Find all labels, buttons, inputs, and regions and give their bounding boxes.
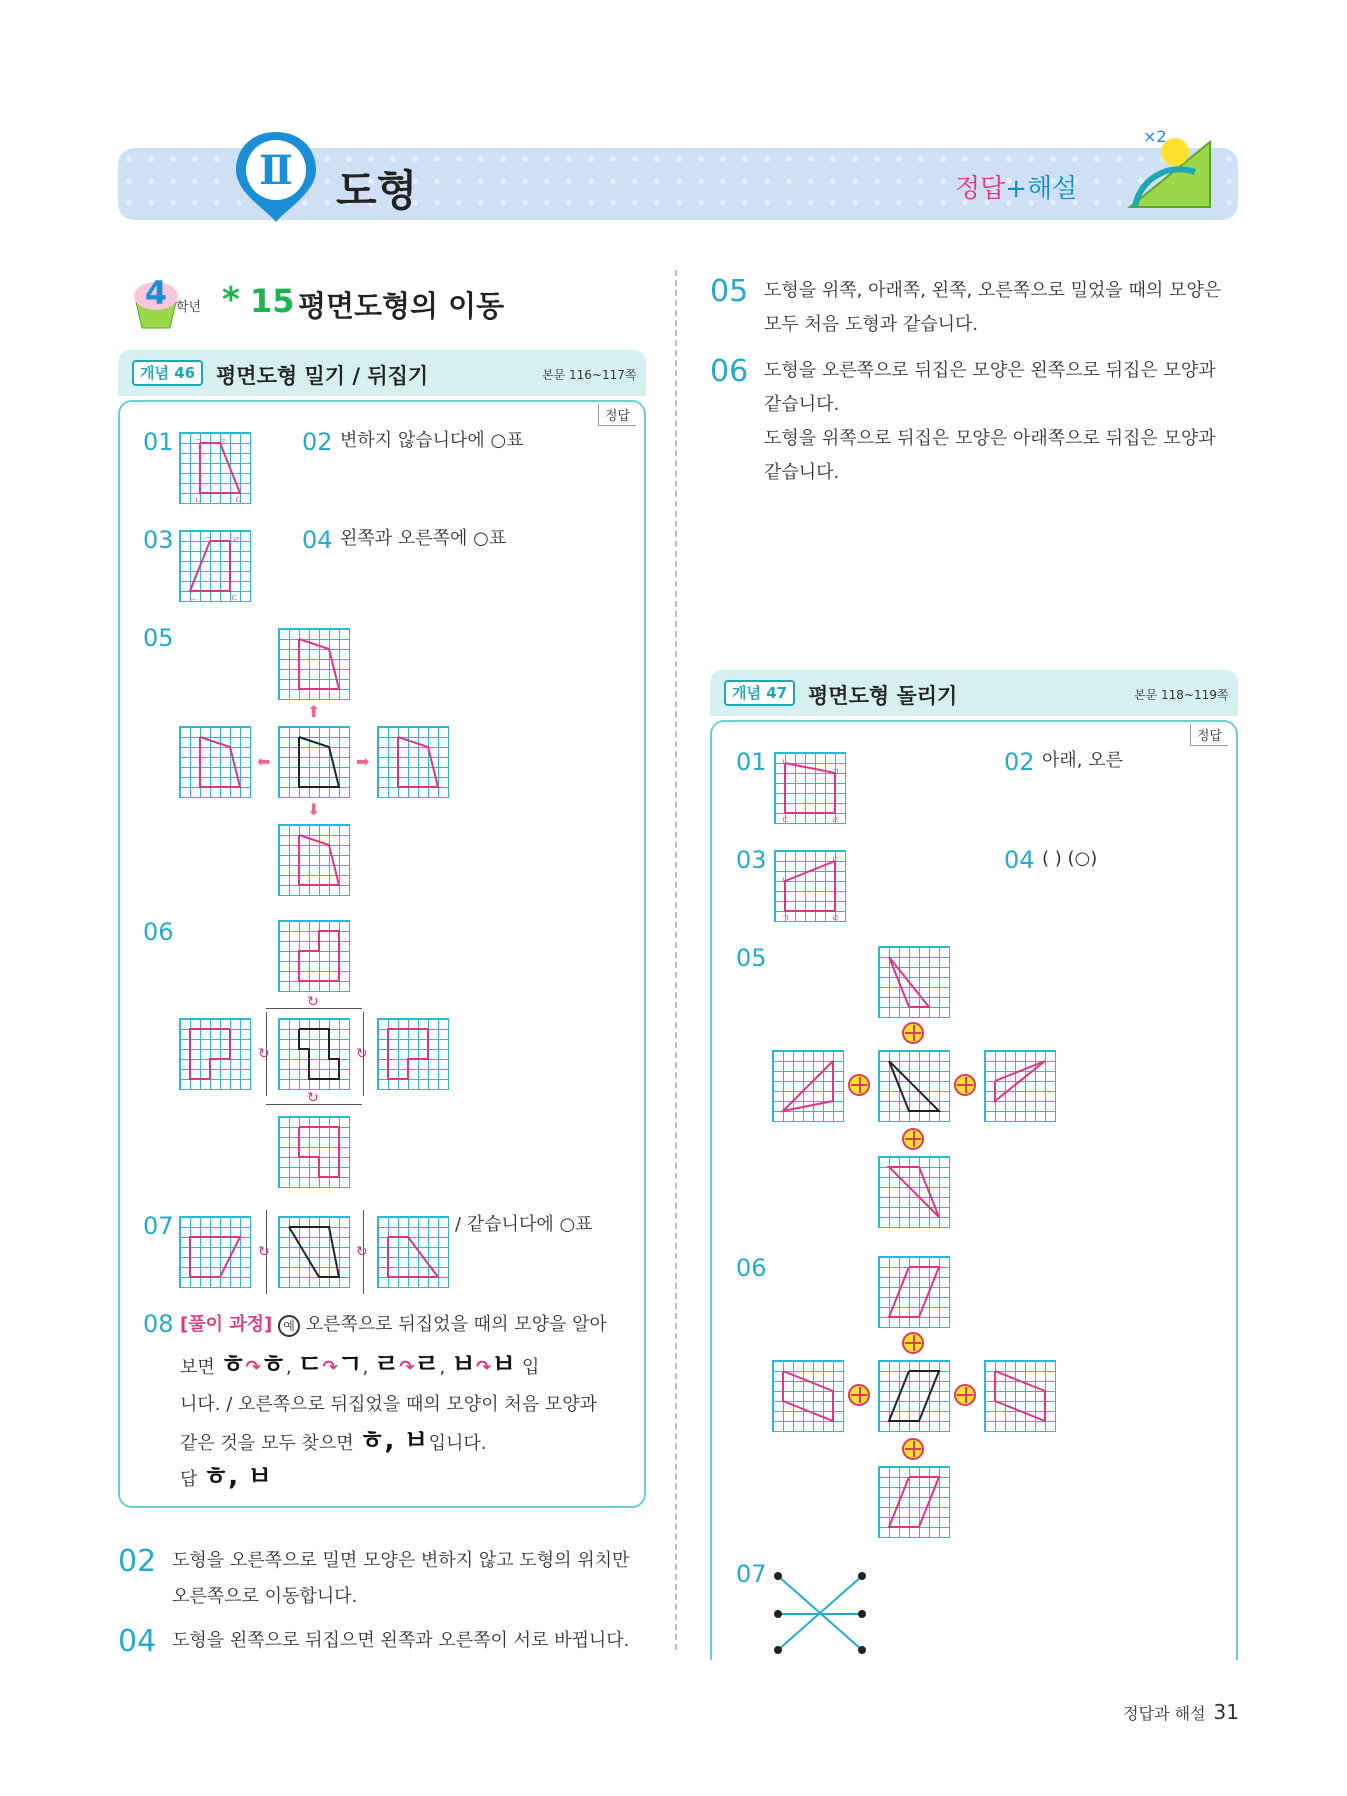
- explain-right-06-line3: 도형을 위쪽으로 뒤집은 모양은 아래쪽으로 뒤집은 모양과: [764, 428, 1216, 449]
- c46-q01-number: 01: [143, 428, 174, 456]
- c46-q08-line4-suffix: 입니다.: [428, 1433, 487, 1454]
- chapter-pin-icon: [228, 128, 324, 224]
- c46-q08-letter: ㄱ: [337, 1350, 363, 1380]
- c46-q06-grid-center: [278, 1018, 350, 1090]
- c47-q03-label-3: ㄱ: [781, 914, 790, 924]
- concept47-ref: 본문 118~119쪽: [1134, 688, 1229, 702]
- c46-q08-line4-prefix: 같은 것을 모두 찾으면: [180, 1433, 354, 1454]
- c47-q06-grid-left: [772, 1360, 844, 1432]
- arrow-down-icon: ⬇: [307, 800, 321, 819]
- c47-q02-answer: 아래, 오른: [1042, 750, 1123, 771]
- c46-q08-line3: 니다. / 오른쪽으로 뒤집었을 때의 모양이 처음 모양과: [180, 1394, 597, 1415]
- c46-q08-line2-prefix: 보면: [180, 1357, 215, 1378]
- c46-q08-line1: [180, 1308, 607, 1342]
- explain-right-06-line4: 같습니다.: [764, 462, 840, 483]
- explain-right-06-line2: 같습니다.: [764, 394, 840, 415]
- c47-q05-grid-center: [878, 1050, 950, 1122]
- c46-q02-number: 02: [302, 428, 333, 456]
- c47-q03-label-1: ㄷ: [831, 856, 840, 866]
- c46-q03-label-3: ㄴ: [188, 594, 197, 604]
- c47-q03-label-2: ㄹ: [831, 914, 840, 924]
- concept47-title: 평면도형 돌리기: [808, 684, 958, 708]
- chapter-numeral: Ⅱ: [259, 147, 293, 194]
- flip-arrow-icon: ↷: [245, 1357, 261, 1378]
- c47-q01-label-2: ㄱ: [831, 768, 840, 778]
- c46-q03-label-4: ㄷ: [230, 594, 239, 604]
- c46-q07-number: 07: [143, 1212, 174, 1240]
- c46-q06-grid-left: [179, 1018, 251, 1090]
- explain-right-05-number: 05: [710, 274, 749, 309]
- c46-q08-letter: ㅂ: [491, 1350, 517, 1380]
- c47-q05-grid-top: [878, 946, 950, 1018]
- page-number: 31: [1213, 1700, 1239, 1724]
- page-footer: [1123, 1700, 1239, 1724]
- c46-q03-grid: [179, 530, 251, 602]
- c47-q04-number: 04: [1004, 846, 1035, 874]
- c47-q07-diagram: [770, 1568, 870, 1658]
- c46-q01-label-4: ㄷ: [234, 496, 243, 506]
- concept46-title: 평면도형 밀기 / 뒤집기: [216, 364, 429, 388]
- rotate-icon: [902, 1332, 924, 1354]
- explain-left-04-line1: 도형을 왼쪽으로 뒤집으면 왼쪽과 오른쪽이 서로 바뀝니다.: [172, 1630, 630, 1651]
- c47-q07-number: 07: [736, 1560, 767, 1588]
- explain-left-02-line1: 도형을 오른쪽으로 밀면 모양은 변하지 않고 도형의 위치만: [172, 1550, 630, 1571]
- c46-q06-grid-right: [377, 1018, 449, 1090]
- c46-q08-number: 08: [143, 1310, 174, 1338]
- explain-right-05-line2: 모두 처음 도형과 같습니다.: [764, 314, 979, 335]
- c47-q01-label-3: ㄷ: [781, 816, 790, 826]
- c46-q08-letter: ㄹ: [414, 1350, 440, 1380]
- concept47-bar: [710, 670, 1238, 716]
- c46-q04-number: 04: [302, 526, 333, 554]
- c46-q03-label-2: ㄹ: [232, 536, 241, 546]
- c47-q02-number: 02: [1004, 748, 1035, 776]
- c46-q05-grid-bottom: [278, 824, 350, 896]
- c46-q03-label-1: ㄱ: [204, 536, 213, 546]
- c46-q07-grid-right: [377, 1216, 449, 1288]
- c46-q08-line4: [180, 1424, 486, 1461]
- c47-q06-grid-top: [878, 1256, 950, 1328]
- flip-arrow-icon: ↻: [258, 1244, 270, 1260]
- flip-arrow-icon: ↷: [322, 1357, 338, 1378]
- unit-title: 평면도형의 이동: [298, 289, 505, 323]
- c47-q04-answer: ( ) (○): [1042, 848, 1098, 869]
- flip-arrow-icon: ↷: [476, 1357, 492, 1378]
- c46-q08-label: [풀이 과정]: [180, 1314, 273, 1335]
- c47-q03-grid: [774, 850, 846, 922]
- flip-arrow-icon: ↻: [258, 1046, 270, 1062]
- grade-number: 4: [144, 274, 168, 312]
- c46-q05-grid-right: [377, 726, 449, 798]
- rotate-icon: [848, 1074, 870, 1096]
- c46-q06-number: 06: [143, 918, 174, 946]
- c47-q01-label-4: ㄹ: [831, 816, 840, 826]
- c47-q05-number: 05: [736, 944, 767, 972]
- flip-arrow-icon: ↻: [356, 1046, 368, 1062]
- rotate-icon: [902, 1022, 924, 1044]
- concept46-bar: [118, 350, 646, 396]
- c46-q08-answer-label: 답: [180, 1469, 198, 1490]
- rotate-icon: [848, 1384, 870, 1406]
- c46-q08-line2-suffix: 입: [521, 1357, 540, 1378]
- c46-q08-line4-letters: ㅎ, ㅂ: [359, 1426, 429, 1456]
- concept47-answer-tab: 정답: [1190, 724, 1228, 746]
- flip-arrow-icon: ↻: [356, 1244, 368, 1260]
- arrow-left-icon: ⬅: [257, 752, 271, 771]
- c47-q01-grid: [774, 752, 846, 824]
- c47-q01-number: 01: [736, 748, 767, 776]
- c46-q08-letter: ㅂ: [450, 1350, 477, 1380]
- c47-q06-number: 06: [736, 1254, 767, 1282]
- explain-right-06-number: 06: [710, 354, 749, 389]
- answer-label-2: 해설: [1027, 174, 1078, 204]
- answer-label-1: 정답: [955, 174, 1006, 204]
- c47-q05-grid-left: [772, 1050, 844, 1122]
- c46-q05-grid-center: [278, 726, 350, 798]
- c46-q08-answer-line: [180, 1460, 272, 1497]
- rotate-icon: [902, 1128, 924, 1150]
- c46-q08-letter: ㄷ: [297, 1350, 323, 1380]
- c46-q07-grid-left: [179, 1216, 251, 1288]
- c47-q05-grid-bottom: [878, 1156, 950, 1228]
- concept46-ref: 본문 116~117쪽: [542, 368, 637, 382]
- c46-q03-number: 03: [143, 526, 174, 554]
- rotate-icon: [954, 1074, 976, 1096]
- column-divider: [675, 270, 677, 1650]
- arrow-right-icon: ➡: [356, 752, 370, 771]
- c47-q06-grid-right: [984, 1360, 1056, 1432]
- grade-cupcake-icon: [130, 270, 182, 330]
- footer-label: 정답과 해설: [1123, 1704, 1206, 1723]
- c46-q01-label-1: ㄱ: [194, 438, 203, 448]
- c46-q08-answer: ㅎ, ㅂ: [203, 1462, 273, 1492]
- explain-left-02-line2: 오른쪽으로 이동합니다.: [172, 1586, 358, 1607]
- concept46-answer-tab: 정답: [598, 404, 636, 426]
- c47-q03-label-4: ㄴ: [781, 876, 790, 886]
- rotate-icon: [902, 1438, 924, 1460]
- unit-star: *: [222, 280, 240, 320]
- grade-suffix: 학년: [176, 300, 202, 315]
- flip-arrow-icon: ↻: [307, 994, 319, 1010]
- c47-q06-grid-center: [878, 1360, 950, 1432]
- c46-q08-mark: 예: [278, 1315, 300, 1337]
- c46-q02-answer: 변하지 않습니다에 ○표: [340, 430, 524, 451]
- explain-right-05-line1: 도형을 위쪽, 아래쪽, 왼쪽, 오른쪽으로 밀었을 때의 모양은: [764, 280, 1222, 301]
- c46-q07-answer: / 같습니다에 ○표: [455, 1214, 593, 1235]
- geometry-tools-icon: [1115, 112, 1225, 222]
- c47-q06-grid-bottom: [878, 1466, 950, 1538]
- concept47-tag: 개념 47: [724, 680, 795, 706]
- c46-q07-grid-center: [278, 1216, 350, 1288]
- svg-text:×2: ×2: [1143, 127, 1167, 146]
- c46-q08-letter: ㅎ: [260, 1350, 286, 1380]
- c47-q01-label-1: ㄴ: [781, 758, 790, 768]
- c46-q01-label-3: ㄴ: [194, 496, 203, 506]
- c46-q05-grid-left: [179, 726, 251, 798]
- answer-label: [955, 168, 1077, 205]
- answer-label-plus: +: [1005, 174, 1028, 204]
- c46-q08-letter: ㄹ: [374, 1350, 400, 1380]
- explain-right-06-line1: 도형을 오른쪽으로 뒤집은 모양은 왼쪽으로 뒤집은 모양과: [764, 360, 1216, 381]
- chapter-title: 도형: [336, 166, 418, 215]
- c46-q01-label-2: ㄹ: [218, 438, 227, 448]
- c46-q08-letter: ㅎ: [220, 1350, 246, 1380]
- explain-left-04-number: 04: [118, 1624, 157, 1659]
- c47-q03-number: 03: [736, 846, 767, 874]
- flip-arrow-icon: ↷: [399, 1357, 415, 1378]
- c46-q06-grid-top: [278, 920, 350, 992]
- c46-q05-number: 05: [143, 624, 174, 652]
- rotate-icon: [954, 1384, 976, 1406]
- c46-q01-grid: [179, 432, 251, 504]
- c46-q04-answer: 왼쪽과 오른쪽에 ○표: [340, 528, 507, 549]
- c46-q06-grid-bottom: [278, 1116, 350, 1188]
- flip-arrow-icon: ↻: [307, 1090, 319, 1106]
- c47-q05-grid-right: [984, 1050, 1056, 1122]
- concept46-tag: 개념 46: [132, 360, 203, 386]
- c46-q05-grid-top: [278, 628, 350, 700]
- explain-left-02-number: 02: [118, 1544, 157, 1579]
- c46-q08-line1-text: 오른쪽으로 뒤집었을 때의 모양을 알아: [305, 1314, 607, 1335]
- c46-q08-line2: 보면 ㅎ↷ㅎ, ㄷ↷ㄱ, ㄹ↷ㄹ, ㅂ↷ㅂ 입: [180, 1350, 540, 1380]
- unit-number: 15: [250, 282, 295, 320]
- arrow-up-icon: ⬆: [307, 702, 321, 721]
